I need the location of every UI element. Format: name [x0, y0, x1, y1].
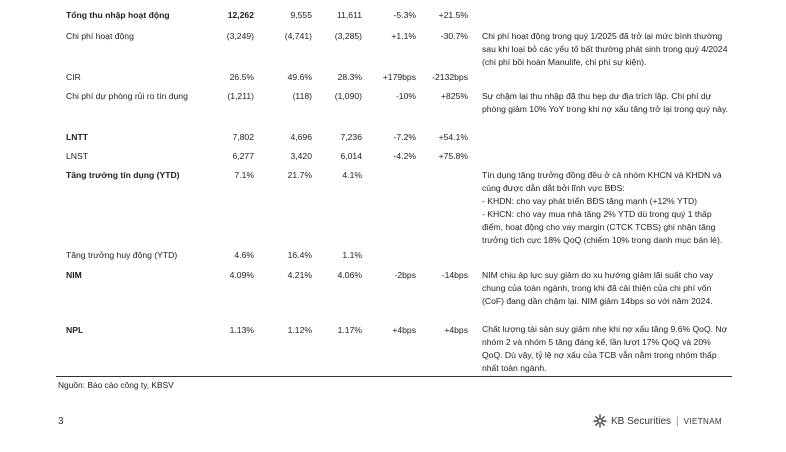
cell-qoq: +4bps: [444, 325, 468, 335]
cell-yoy: -7.2%: [393, 132, 416, 142]
row-label-deposit-growth: Tăng trưởng huy động (YTD): [66, 250, 178, 260]
cell-q1-2025: 4.09%: [229, 270, 254, 280]
comment-credit-growth: Tín dụng tăng trưởng đồng đều ở cả nhóm KHCN và KHDN và cùng được dẫn dắt bởi lĩnh vực BĐS: - KHDN: cho vay phát triển BĐS tăng mạnh (+12% YTD) - KHCN: cho vay mua nhà tăng 2% YTD dù trong quý 1 thấp điểm, hoạt động cho vay margin (CTCK TCBS) ghi nhận tăng trưởng tích cực 18% QoQ (chiếm 10% trong danh mục bán lẻ).: [482, 170, 723, 245]
cell-q1-2025: 6,277: [232, 151, 254, 161]
cell-q4-2024: 1.12%: [287, 325, 312, 335]
cell-q1-2025: 7.1%: [234, 170, 254, 180]
page-number: 3: [58, 416, 64, 427]
table-bottom-rule: [56, 376, 732, 377]
cell-yoy: +4bps: [392, 325, 416, 335]
cell-qoq: -14bps: [441, 270, 468, 280]
brand-separator: |: [676, 415, 679, 427]
cell-q1-2024: (3,285): [334, 31, 362, 41]
cell-q1-2025: 4.6%: [234, 250, 254, 260]
cell-q4-2024: 21.7%: [287, 170, 312, 180]
row-label-lnst: LNST: [66, 151, 88, 161]
brand-country: VIETNAM: [683, 416, 722, 426]
cell-q4-2024: 9,555: [290, 10, 312, 20]
cell-qoq: -30.7%: [440, 31, 468, 41]
row-label-operating-expense: Chi phí hoạt động: [66, 31, 134, 41]
cell-yoy: -5.3%: [393, 10, 416, 20]
row-label-nim: NIM: [66, 270, 82, 280]
cell-yoy: -4.2%: [393, 151, 416, 161]
cell-q1-2025: 7,802: [232, 132, 254, 142]
cell-q1-2024: 11,611: [336, 10, 362, 20]
row-label-lntt: LNTT: [66, 132, 88, 142]
comment-provision: Sự chậm lại thu nhập đã thu hẹp dư địa trích lập. Chi phí dự phòng giảm 10% YoY trong khi nợ xấu tăng trở lại trong quý này.: [482, 91, 729, 114]
brand-name: KB Securities: [611, 415, 672, 427]
cell-q1-2024: (1,090): [334, 91, 362, 101]
cell-yoy: -2bps: [394, 270, 416, 280]
cell-q4-2024: 4,696: [290, 132, 312, 142]
row-label-npl: NPL: [66, 325, 84, 335]
cell-q1-2025: 26.5%: [229, 72, 254, 82]
cell-q4-2024: 3,420: [290, 151, 312, 161]
cell-q1-2024: 1.17%: [337, 325, 362, 335]
cell-q1-2024: 28.3%: [337, 72, 362, 82]
comment-operating-expense: Chi phí hoạt động trong quý 1/2025 đã trở lại mức bình thường sau khi loại bỏ các yếu tố bất thường phát sinh trong quý 4/2024 (chi phí bồi hoàn Manulife, chi phí sự kiện).: [482, 31, 728, 67]
cell-q1-2024: 6,014: [340, 151, 362, 161]
cell-q1-2025: (1,211): [227, 91, 254, 101]
cell-q1-2024: 4.06%: [337, 270, 362, 280]
cell-qoq: +825%: [441, 91, 468, 101]
cell-yoy: -10%: [395, 91, 416, 101]
cell-q4-2024: 4.21%: [287, 270, 312, 280]
row-label-cir: CIR: [66, 72, 81, 82]
cell-qoq: +75.8%: [438, 151, 468, 161]
kb-securities-logo: [593, 414, 722, 428]
comment-nim: NIM chịu áp lực suy giảm do xu hướng giảm lãi suất cho vay chung của toàn ngành, trong khi đã cải thiện của chi phí vốn (CoF) đang dần chậm lại. NIM giảm 14bps so với năm 2024.: [482, 270, 714, 306]
kb-star-icon: [593, 414, 607, 428]
row-label-provision-expense: Chi phí dự phòng rủi ro tín dụng: [66, 91, 188, 101]
cell-yoy: +179bps: [382, 72, 416, 82]
cell-q1-2024: 4.1%: [342, 170, 362, 180]
cell-q4-2024: (4,741): [284, 31, 312, 41]
cell-qoq: +54.1%: [438, 132, 468, 142]
cell-q1-2025: 12,262: [227, 10, 254, 20]
cell-q1-2024: 7,236: [340, 132, 362, 142]
cell-q1-2025: 1.13%: [229, 325, 254, 335]
cell-q4-2024: 16.4%: [287, 250, 312, 260]
source-note: Nguồn: Báo cáo công ty, KBSV: [58, 380, 174, 390]
cell-q1-2025: (3,249): [226, 31, 254, 41]
row-label-credit-growth: Tăng trưởng tín dụng (YTD): [66, 170, 180, 180]
cell-q4-2024: 49.6%: [287, 72, 312, 82]
cell-q1-2024: 1.1%: [342, 250, 362, 260]
cell-qoq: +21.5%: [438, 10, 468, 20]
cell-q4-2024: (118): [292, 91, 312, 101]
row-label-total-operating-income: Tổng thu nhập hoạt động: [66, 10, 170, 20]
comment-npl: Chất lượng tài sản suy giảm nhẹ khi nợ xấu tăng 9.6% QoQ. Nợ nhóm 2 và nhóm 5 tăng đáng kể, lần lượt 17% QoQ và 20% QoQ. Dù vậy, tỷ lệ nợ xấu của TCB vẫn nằm trong nhóm thấp nhất toàn ngành.: [482, 324, 728, 373]
cell-yoy: +1.1%: [391, 31, 416, 41]
cell-qoq: -2132bps: [432, 72, 468, 82]
